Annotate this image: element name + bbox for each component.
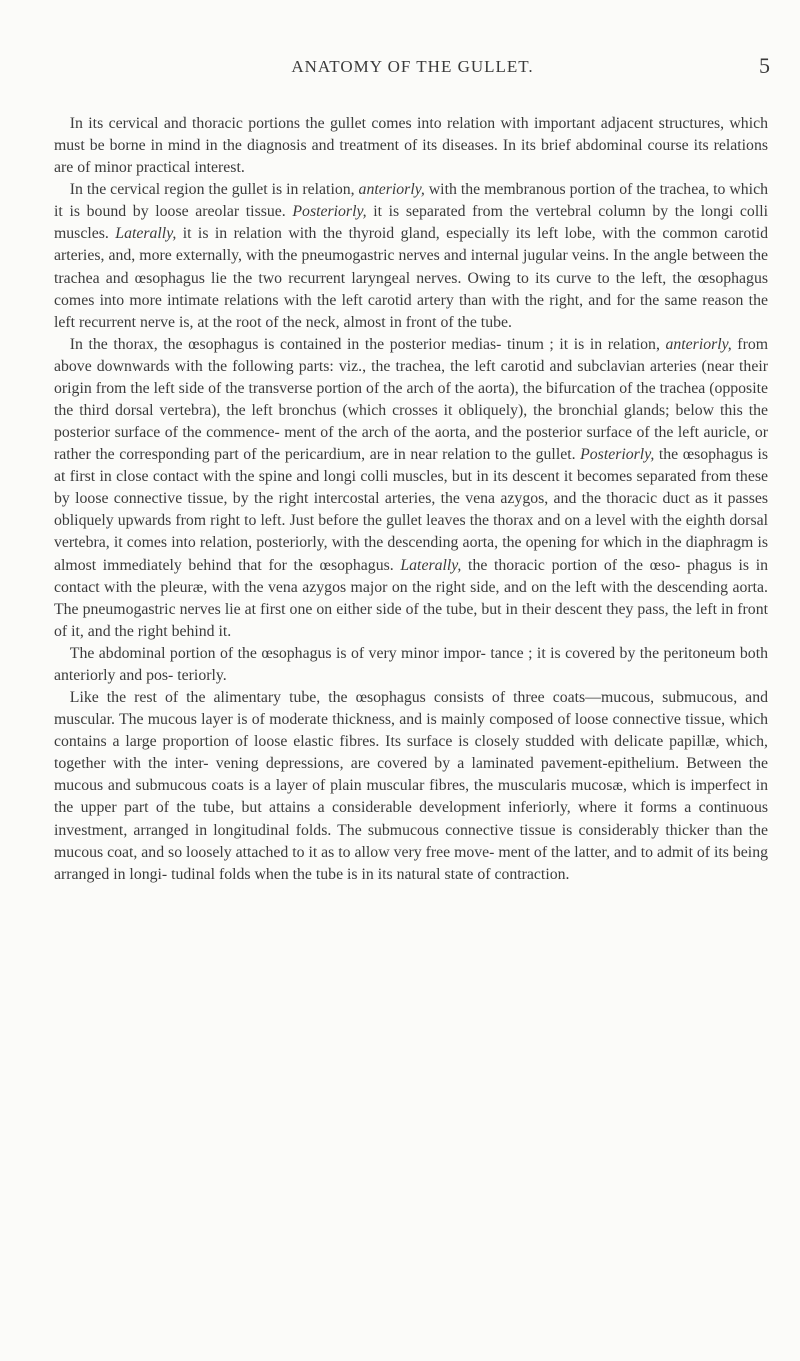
paragraph bbox=[54, 179, 768, 334]
running-title: ANATOMY OF THE GULLET. bbox=[291, 57, 534, 76]
text-run: it is in relation with the thyroid gland, especially its left lobe, with the common carotid arteries, and, more externally, with the pneumogastric nerves and internal jugular veins. In the angle between the trachea and œsophagus lie the two recurrent laryngeal nerves. Owing to its curve to the left, the œsophagus comes into more intimate relations with the left carotid artery than with the right, and for the same reason the left recurrent nerve is, at the root of the neck, almost in front of the tube. bbox=[54, 225, 768, 331]
paragraph bbox=[54, 643, 768, 687]
paragraph bbox=[54, 113, 768, 179]
page-number: 5 bbox=[759, 53, 770, 78]
italic-text: Laterally, bbox=[115, 225, 177, 243]
text-run: In its cervical and thoracic portions the gullet comes into relation with important adjacent structures, which must be borne in mind in the diagnosis and treatment of its diseases. In its brief abdominal course its relations are of minor practical interest. bbox=[54, 115, 768, 177]
paragraph bbox=[54, 687, 768, 886]
italic-text: anteriorly, bbox=[358, 181, 425, 199]
italic-text: anteriorly, bbox=[665, 335, 732, 353]
page-header bbox=[55, 53, 770, 85]
text-run: the thoracic portion of the œso- phagus is in contact with the pleuræ, with the vena azygos major on the right side, and on the left with the descending aorta. The pneumogastric nerves lie at first one on either side of the tube, but in their descent they pass, the left in front of it, and the right behind it. bbox=[54, 556, 768, 640]
text-run: In the thorax, the œsophagus is contained in the posterior medias- tinum ; it is in relation, bbox=[69, 335, 666, 353]
text-run: with the membranous portion of the trachea, to which it is bound by loose areolar tissue. bbox=[54, 181, 768, 221]
italic-text: Laterally, bbox=[400, 556, 462, 574]
text-run: from above downwards with the following parts: viz., the trachea, the left carotid and subclavian arteries (near their origin from the left side of the transverse portion of the arch of the aorta), the bifurcation of the trachea (opposite the third dorsal vertebra), the left bronchus (which crosses it obliquely), the bronchial glands; below this the posterior surface of the commence- ment of the arch of the aorta, and the posterior surface of the left auricle, or rather the corresponding part of the pericardium, are in near relation to the gullet. bbox=[54, 335, 769, 464]
text-run: In the cervical region the gullet is in relation, bbox=[69, 181, 359, 199]
text-run: the œsophagus is at first in close contact with the spine and longi colli muscles, but in its descent it becomes separated from these by loose connective tissue, by the right intercostal arteries, the vena azygos, and the thoracic duct as it passes obliquely upwards from right to left. Just before the gullet leaves the thorax and on a level with the eighth dorsal vertebra, it comes into relation, posteriorly, with the descending aorta, the opening for which in the diaphragm is almost immediately behind that for the œsophagus. bbox=[54, 446, 768, 574]
text-run: The abdominal portion of the œsophagus is of very minor impor- tance ; it is covered by the peritoneum both anteriorly and pos- teriorly. bbox=[54, 644, 768, 684]
italic-text: Posteriorly, bbox=[580, 446, 655, 464]
text-run: Like the rest of the alimentary tube, the œsophagus consists of three coats—mucous, submucous, and muscular. The mucous layer is of moderate thickness, and is mainly composed of loose connective tissue, which contains a large proportion of loose elastic fibres. Its surface is closely studded with delicate papillæ, which, together with the inter- vening depressions, are covered by a laminated pavement-epithelium. Between the mucous and submucous coats is a layer of plain muscular fibres, the muscularis mucosæ, which is imperfect in the upper part of the tube, but attains a considerable development inferiorly, where it forms a continuous investment, arranged in longitudinal folds. The submucous connective tissue is considerably thicker than the mucous coat, and so loosely attached to it as to allow very free move- ment of the latter, and to admit of its being arranged in longi- tudinal folds when the tube is in its natural state of contraction. bbox=[54, 689, 768, 883]
text-run: it is separated from the vertebral column by the longi colli muscles. bbox=[54, 203, 768, 243]
paragraph bbox=[54, 334, 768, 643]
italic-text: Posteriorly, bbox=[292, 203, 367, 221]
body-text bbox=[54, 113, 768, 886]
